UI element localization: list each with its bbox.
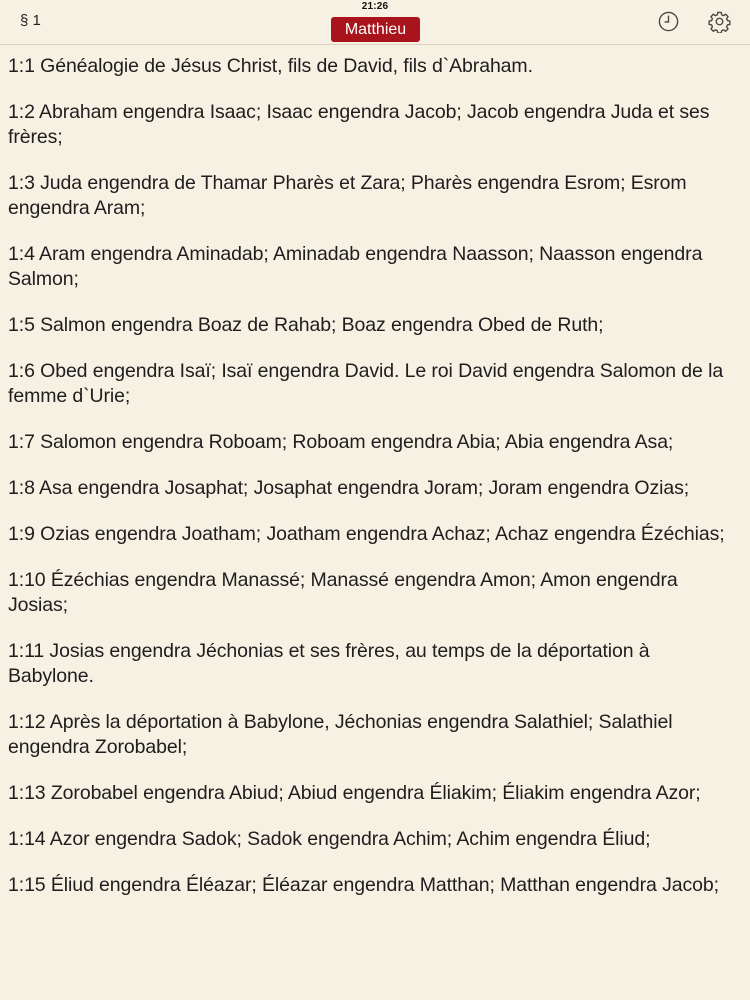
status-bar-time: 21:26: [361, 1, 389, 12]
verse-11[interactable]: 1:11 Josias engendra Jéchonias et ses frères, au temps de la déportation à Babylone.: [8, 640, 650, 687]
verse-9[interactable]: 1:9 Ozias engendra Joatham; Joatham engendra Achaz; Achaz engendra Ézéchias;: [8, 523, 725, 545]
section-button[interactable]: § 1: [20, 12, 41, 29]
verse-12[interactable]: 1:12 Après la déportation à Babylone, Jéchonias engendra Salathiel; Salathiel engendra Zorobabel;: [8, 711, 673, 758]
verse-15[interactable]: 1:15 Éliud engendra Éléazar; Éléazar engendra Matthan; Matthan engendra Jacob;: [8, 874, 719, 896]
verse-4[interactable]: 1:4 Aram engendra Aminadab; Aminadab engendra Naasson; Naasson engendra Salmon;: [8, 243, 703, 290]
verse-8[interactable]: 1:8 Asa engendra Josaphat; Josaphat engendra Joram; Joram engendra Ozias;: [8, 477, 690, 499]
clock-icon: [657, 10, 680, 33]
settings-button[interactable]: [708, 10, 731, 33]
verse-14[interactable]: 1:14 Azor engendra Sadok; Sadok engendra Achim; Achim engendra Éliud;: [8, 828, 651, 850]
verse-5[interactable]: 1:5 Salmon engendra Boaz de Rahab; Boaz engendra Obed de Ruth;: [8, 314, 604, 336]
verse-6[interactable]: 1:6 Obed engendra Isaï; Isaï engendra David. Le roi David engendra Salomon de la femme d`Urie;: [8, 360, 724, 407]
verse-2[interactable]: 1:2 Abraham engendra Isaac; Isaac engendra Jacob; Jacob engendra Juda et ses frères;: [8, 101, 710, 148]
verse-7[interactable]: 1:7 Salomon engendra Roboam; Roboam engendra Abia; Abia engendra Asa;: [8, 431, 674, 453]
verse-1[interactable]: 1:1 Généalogie de Jésus Christ, fils de David, fils d`Abraham.: [8, 55, 533, 77]
history-button[interactable]: [657, 10, 680, 33]
gear-icon: [708, 10, 731, 33]
verse-13[interactable]: 1:13 Zorobabel engendra Abiud; Abiud engendra Éliakim; Éliakim engendra Azor;: [8, 782, 701, 804]
verse-10[interactable]: 1:10 Ézéchias engendra Manassé; Manassé engendra Amon; Amon engendra Josias;: [8, 569, 678, 616]
chapter-text: [8, 54, 740, 919]
verse-3[interactable]: 1:3 Juda engendra de Thamar Pharès et Zara; Pharès engendra Esrom; Esrom engendra Aram;: [8, 172, 687, 219]
book-selector-button[interactable]: Matthieu: [331, 17, 420, 42]
